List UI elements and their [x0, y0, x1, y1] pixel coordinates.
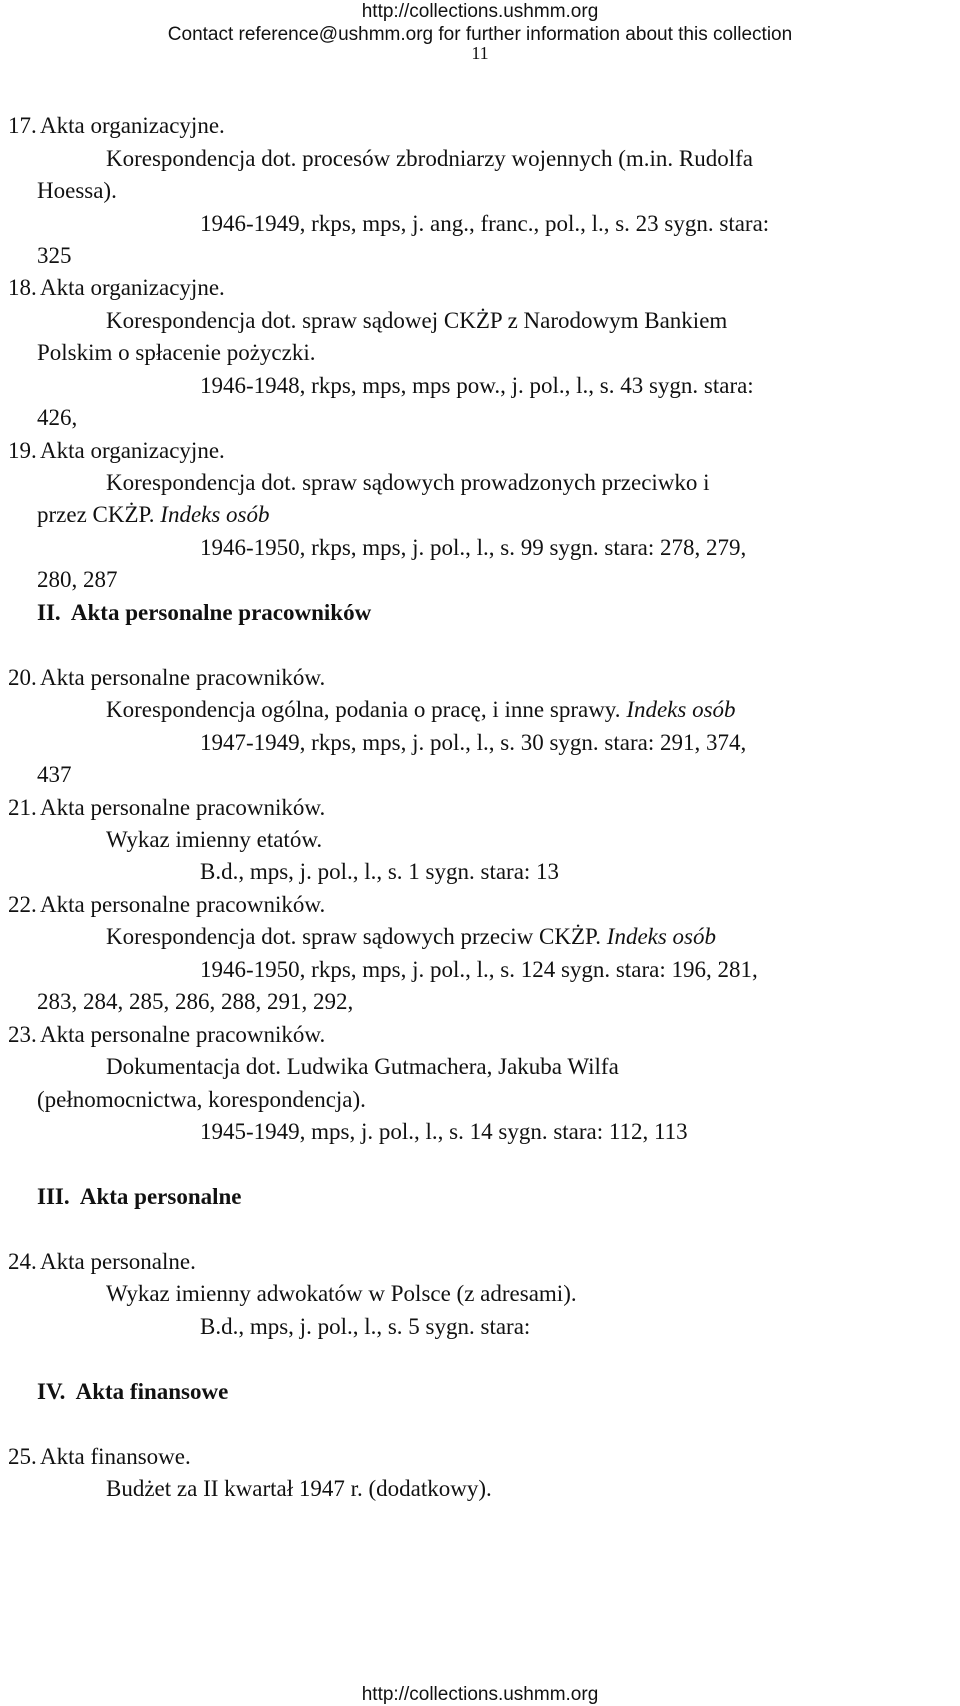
entry-title: Akta finansowe.	[40, 1444, 191, 1469]
entry-metadata: 1946-1950, rkps, mps, j. pol., l., s. 99 sygn. stara: 278, 279,	[200, 535, 747, 560]
entry-title: Akta personalne.	[40, 1249, 196, 1274]
entry-description: Korespondencja dot. spraw sądowej CKŻP z Narodowym Bankiem	[106, 308, 728, 333]
entry-metadata-cont: 426,	[37, 405, 78, 430]
entry-number: 19.	[8, 438, 37, 463]
entry-metadata-cont: 280, 287	[37, 567, 118, 592]
entry-number: 22.	[8, 892, 37, 917]
entry-description-cont: (pełnomocnictwa, korespondencja).	[37, 1087, 366, 1112]
entry-description: Korespondencja dot. spraw sądowych przeciw CKŻP. Indeks osób	[106, 924, 717, 949]
entry-number: 20.	[8, 665, 37, 690]
entry-description: Budżet za II kwartał 1947 r. (dodatkowy).	[106, 1476, 492, 1501]
entry-number: 21.	[8, 795, 37, 820]
index-note: Indeks osób	[626, 697, 736, 722]
section-heading-iv: IV. Akta finansowe	[37, 1379, 229, 1404]
entry-metadata: B.d., mps, j. pol., l., s. 5 sygn. stara:	[200, 1314, 531, 1339]
entry-metadata: 1946-1948, rkps, mps, mps pow., j. pol., l., s. 43 sygn. stara:	[200, 373, 754, 398]
entry-description: Korespondencja dot. spraw sądowych prowadzonych przeciwko i	[106, 470, 710, 495]
section-heading-ii: II. Akta personalne pracowników	[37, 600, 372, 625]
entry-description: Wykaz imienny adwokatów w Polsce (z adresami).	[106, 1281, 577, 1306]
index-note: Indeks osób	[160, 502, 270, 527]
entry-title: Akta organizacyjne.	[40, 113, 225, 138]
entry-title: Akta personalne pracowników.	[40, 1022, 326, 1047]
entry-description: Dokumentacja dot. Ludwika Gutmachera, Jakuba Wilfa	[106, 1054, 619, 1079]
entry-metadata-cont: 437	[37, 762, 72, 787]
entry-description: Korespondencja dot. procesów zbrodniarzy wojennych (m.in. Rudolfa	[106, 146, 754, 171]
footer-url[interactable]: http://collections.ushmm.org	[361, 1684, 599, 1705]
entry-metadata: B.d., mps, j. pol., l., s. 1 sygn. stara: 13	[200, 859, 560, 884]
entry-title: Akta organizacyjne.	[40, 275, 225, 300]
entry-24-title-line	[8, 1248, 196, 1276]
entry-title: Akta personalne pracowników.	[40, 892, 326, 917]
entry-description: Wykaz imienny etatów.	[106, 827, 323, 852]
entry-number: 18.	[8, 275, 37, 300]
entry-metadata-cont: 283, 284, 285, 286, 288, 291, 292,	[37, 989, 354, 1014]
index-note: Indeks osób	[606, 924, 717, 949]
section-heading-iii: III. Akta personalne	[37, 1184, 242, 1209]
entry-19-title-line	[8, 437, 225, 465]
entry-metadata: 1946-1950, rkps, mps, j. pol., l., s. 124 sygn. stara: 196, 281,	[200, 957, 758, 982]
entry-number: 25.	[8, 1444, 37, 1469]
entry-description-cont: przez CKŻP. Indeks osób	[37, 502, 270, 527]
entry-metadata: 1945-1949, mps, j. pol., l., s. 14 sygn. stara: 112, 113	[200, 1119, 688, 1144]
page-number: 11	[471, 43, 489, 63]
entry-number: 17.	[8, 113, 37, 138]
entry-25-title-line	[8, 1443, 191, 1471]
entry-20-title-line	[8, 664, 326, 692]
entry-number: 24.	[8, 1249, 37, 1274]
entry-metadata: 1947-1949, rkps, mps, j. pol., l., s. 30 sygn. stara: 291, 374,	[200, 730, 747, 755]
entry-description: Korespondencja ogólna, podania o pracę, i inne sprawy. Indeks osób	[106, 697, 736, 722]
entry-description-cont: Polskim o spłacenie pożyczki.	[37, 340, 316, 365]
entry-21-title-line	[8, 794, 326, 822]
header-url[interactable]: http://collections.ushmm.org	[361, 1, 599, 22]
entry-18-title-line	[8, 274, 225, 302]
entry-22-title-line	[8, 891, 326, 919]
entry-17-title-line	[8, 112, 225, 140]
entry-metadata: 1946-1949, rkps, mps, j. ang., franc., pol., l., s. 23 sygn. stara:	[200, 211, 770, 236]
header-contact: Contact reference@ushmm.org for further information about this collection	[167, 24, 793, 45]
entry-description-cont: Hoessa).	[37, 178, 117, 203]
entry-number: 23.	[8, 1022, 37, 1047]
entry-title: Akta organizacyjne.	[40, 438, 225, 463]
entry-title: Akta personalne pracowników.	[40, 795, 326, 820]
entry-23-title-line	[8, 1021, 326, 1049]
entry-title: Akta personalne pracowników.	[40, 665, 326, 690]
entry-metadata-cont: 325	[37, 243, 72, 268]
